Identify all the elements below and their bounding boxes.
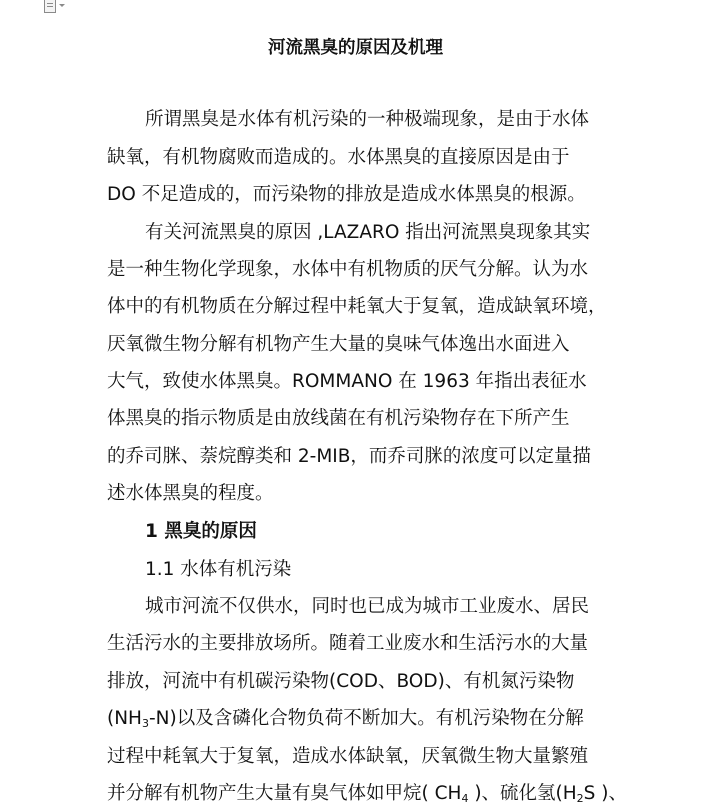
paragraph-line: 体黑臭的指示物质是由放线菌在有机污染物存在下所产生: [107, 408, 570, 429]
paragraph-line: 厌氧微生物分解有机物产生大量的臭味气体逸出水面进入: [107, 334, 570, 355]
paragraph-line: 有关河流黑臭的原因 ,LAZARO 指出河流黑臭现象其实: [145, 222, 591, 243]
text-run: -N)以及含磷化合物负荷不断加大。有机污染物在分解: [148, 708, 584, 729]
subscript: 3: [141, 717, 149, 730]
paragraph-line: 生活污水的主要排放场所。随着工业废水和生活污水的大量: [107, 633, 589, 654]
text-run: 并分解有机物产生大量有臭气体如甲烷( CH: [107, 783, 462, 804]
page-title: 河流黑臭的原因及机理: [268, 38, 443, 58]
paragraph-line: DO 不足造成的，而污染物的排放是造成水体黑臭的根源。: [107, 184, 586, 205]
paragraph-line: 过程中耗氧大于复氧，造成水体缺氧，厌氧微生物大量繁殖: [107, 746, 589, 767]
paragraph-line: 大气，致使水体黑臭。ROMMANO 在 1963 年指出表征水: [107, 371, 587, 392]
subscript: 4: [461, 792, 469, 805]
paragraph-line: 城市河流不仅供水，同时也已成为城市工业废水、居民: [145, 596, 590, 617]
subscript: 2: [576, 792, 584, 805]
subsection-heading: 1.1 水体有机污染: [145, 559, 292, 580]
document-icon[interactable]: [44, 0, 72, 14]
text-run: S )、: [583, 783, 628, 804]
paragraph-line: 所谓黑臭是水体有机污染的一种极端现象，是由于水体: [145, 109, 590, 130]
chevron-down-icon: [59, 4, 65, 7]
paragraph-line: 缺氧，有机物腐败而造成的。水体黑臭的直接原因是由于: [107, 147, 570, 168]
document-page-icon: [44, 0, 56, 13]
paragraph-line: 述水体黑臭的程度。: [107, 483, 274, 504]
paragraph-line: [107, 781, 627, 807]
paragraph-line: 的乔司脒、萘烷醇类和 2-MIB，而乔司脒的浓度可以定量描: [107, 446, 591, 467]
text-run: (NH: [107, 708, 142, 729]
text-run: )、硫化氢(H: [468, 783, 577, 804]
paragraph-line: 是一种生物化学现象，水体中有机物质的厌气分解。认为水: [107, 259, 589, 280]
section-heading: 1 黑臭的原因: [145, 521, 257, 542]
paragraph-line: [107, 706, 627, 732]
paragraph-line: 体中的有机物质在分解过程中耗氧大于复氧，造成缺氧环境，: [107, 296, 607, 317]
paragraph-line: 排放，河流中有机碳污染物(COD、BOD)、有机氮污染物: [107, 671, 575, 692]
